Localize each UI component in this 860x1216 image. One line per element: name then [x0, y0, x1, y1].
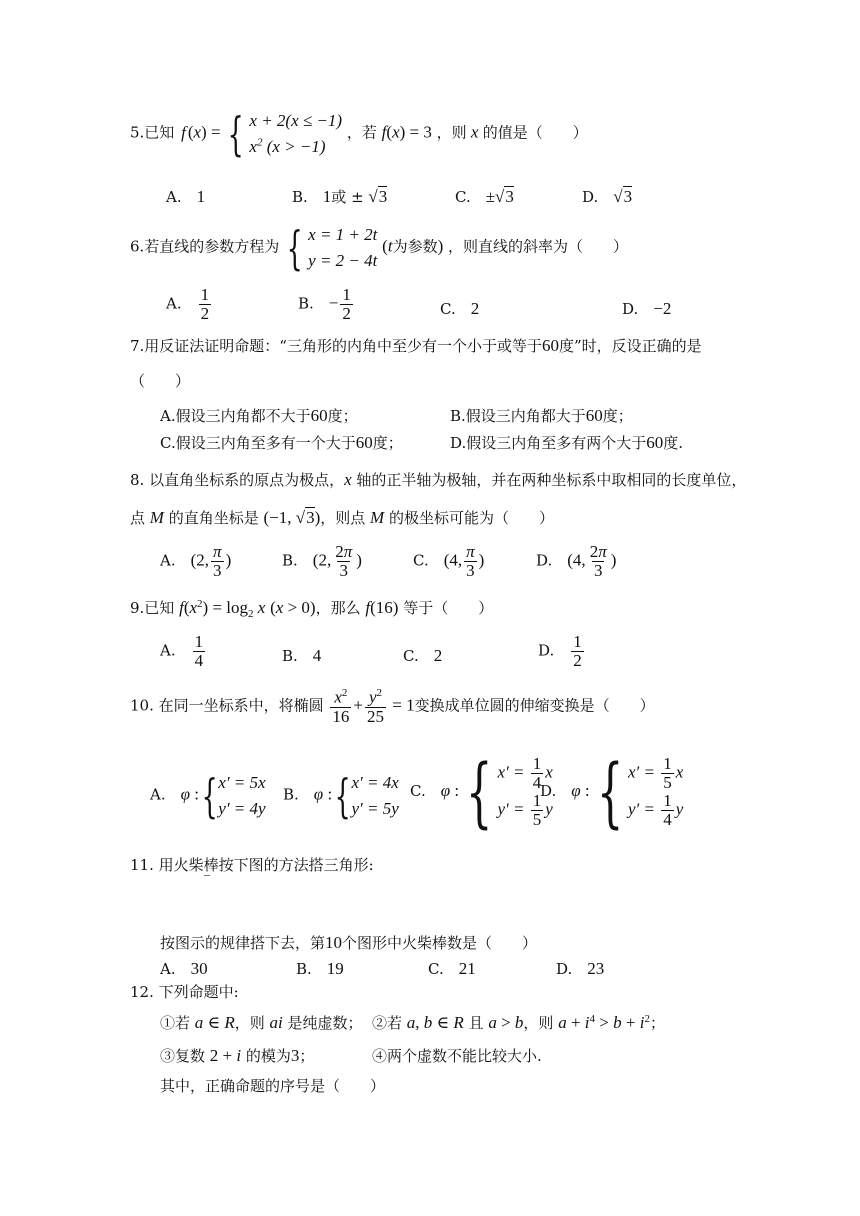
q12-statement-3: ③复数 2 + i 的模为3； [160, 1046, 315, 1065]
q5-option-d: D. √3 [582, 187, 633, 206]
question-12-line1: 12. 下列命题中: [130, 983, 239, 1001]
q12-ask: 其中，正确命题的序号是（ ） [160, 1077, 386, 1095]
q5-mid: ，若 [346, 123, 377, 142]
q6-option-c: C. 2 [440, 299, 480, 318]
q5-option-a: A. 1 [166, 187, 206, 206]
question-9: 9.已知 $f(x^2) = \log_2 x$ (x > 0)，那么 f(16) 等于（ ） [130, 598, 494, 620]
q11-option-c: C. 21 [428, 959, 476, 978]
q5-prefix: 5.已知 [130, 123, 175, 142]
question-5: 5.已知 f (x) = { x + 2(x ≤ −1) $x^2$ (x > −1) ，若 f(x) = 3 ，则 x 的值是（ ） [130, 106, 588, 161]
q9-option-d: D. $\frac{1}{2}$ [538, 632, 582, 670]
q10-option-c: C. φ :{ x′ = $\frac{1}{4}$ x y′ = $\frac{1}{5}$ y [410, 747, 553, 836]
q11-option-a: A. 30 [160, 959, 208, 978]
q8-option-d: D. (4, $\frac{2\pi}{3}$ ) [536, 542, 617, 580]
figure-placeholder-mark [204, 875, 210, 876]
question-7-line2: （ ） [130, 372, 191, 390]
q11-option-b: B. 19 [296, 959, 344, 978]
q11-option-d: D. 23 [556, 959, 605, 978]
question-7-line1: 7.用反证法证明命题：“三角形的内角中至少有一个小于或等于60度”时，反设正确的是 [130, 336, 702, 355]
q9-option-c: C. 2 [403, 646, 443, 665]
q12-statement-2: ②若 a, b ∈ R 且 a > b，则 $a + i^4 > b + i^2$； [372, 1013, 665, 1032]
q10-option-b: B. φ :{ x′ = 4x y′ = 5y [283, 768, 399, 823]
q12-statement-1: ①若 a ∈ R，则 ai 是纯虚数； [160, 1013, 363, 1032]
q5-func: f [181, 122, 186, 142]
q6-option-d: D. −2 [622, 299, 672, 318]
q8-option-c: C. (4, $\frac{\pi}{3}$ ) [413, 542, 485, 580]
question-6: 6.若直线的参数方程为 { x = 1 + 2t y = 2 − 4t (t为参数) ，则直线的斜率为（ ） [130, 220, 629, 275]
q9-option-b: B. 4 [282, 646, 322, 665]
q8-option-b: B. (2, $\frac{2\pi}{3}$ ) [282, 542, 362, 580]
q8-option-a: A. (2, $\frac{\pi}{3}$ ) [160, 542, 232, 580]
q6-option-a: A. $\frac{1}{2}$ [166, 285, 210, 323]
q9-option-a: A. $\frac{1}{4}$ [160, 632, 204, 670]
q6-option-b: B. − $\frac{1}{2}$ [298, 285, 351, 323]
q6-brace: { [286, 220, 303, 275]
q5-brace: { [227, 106, 245, 161]
q5-cases: x + 2(x ≤ −1) $x^2$ (x > −1) [249, 111, 343, 156]
q10-option-d: D. φ :{ x′ = $\frac{1}{5}$ x y′ = $\frac{1}{4}$ y [540, 747, 684, 836]
q5-option-c: C. ±√3 [455, 187, 514, 206]
q7-option-c: C.假设三内角至多有一个大于60度； [160, 433, 403, 452]
q12-statement-4: ④两个虚数不能比较大小. [372, 1047, 542, 1065]
question-11-line1: 11. 用火柴棒按下图的方法搭三角形: [130, 856, 374, 874]
question-10: 10. 在同一坐标系中，将椭圆 $\frac{x^2}{16}$ + $\frac{y^2}{25}$ = 1变换成单位圆的伸缩变换是（ ） [130, 687, 655, 726]
q10-option-a: A. φ :{ x′ = 5x y′ = 4y [150, 768, 266, 823]
q7-option-a: A.假设三内角都不大于60度； [160, 406, 358, 425]
question-11-line2: 按图示的规律搭下去，第10个图形中火柴棒数是（ ） [160, 933, 538, 952]
question-8-line1: 8. 以直角坐标系的原点为极点，x 轴的正半轴为极轴，并在两种坐标系中取相同的长度单位， [130, 470, 747, 489]
q6-cases: x = 1 + 2t y = 2 − 4t [308, 225, 378, 270]
q5-option-b: B. 1或 ± √3 [292, 187, 388, 206]
question-8-line2: 点 M 的直角坐标是 (−1, √3)，则点 M 的极坐标可能为（ ） [130, 508, 554, 527]
q7-option-d: D.假设三内角至多有两个大于60度. [450, 433, 684, 452]
q7-option-b: B.假设三内角都大于60度； [450, 406, 633, 425]
